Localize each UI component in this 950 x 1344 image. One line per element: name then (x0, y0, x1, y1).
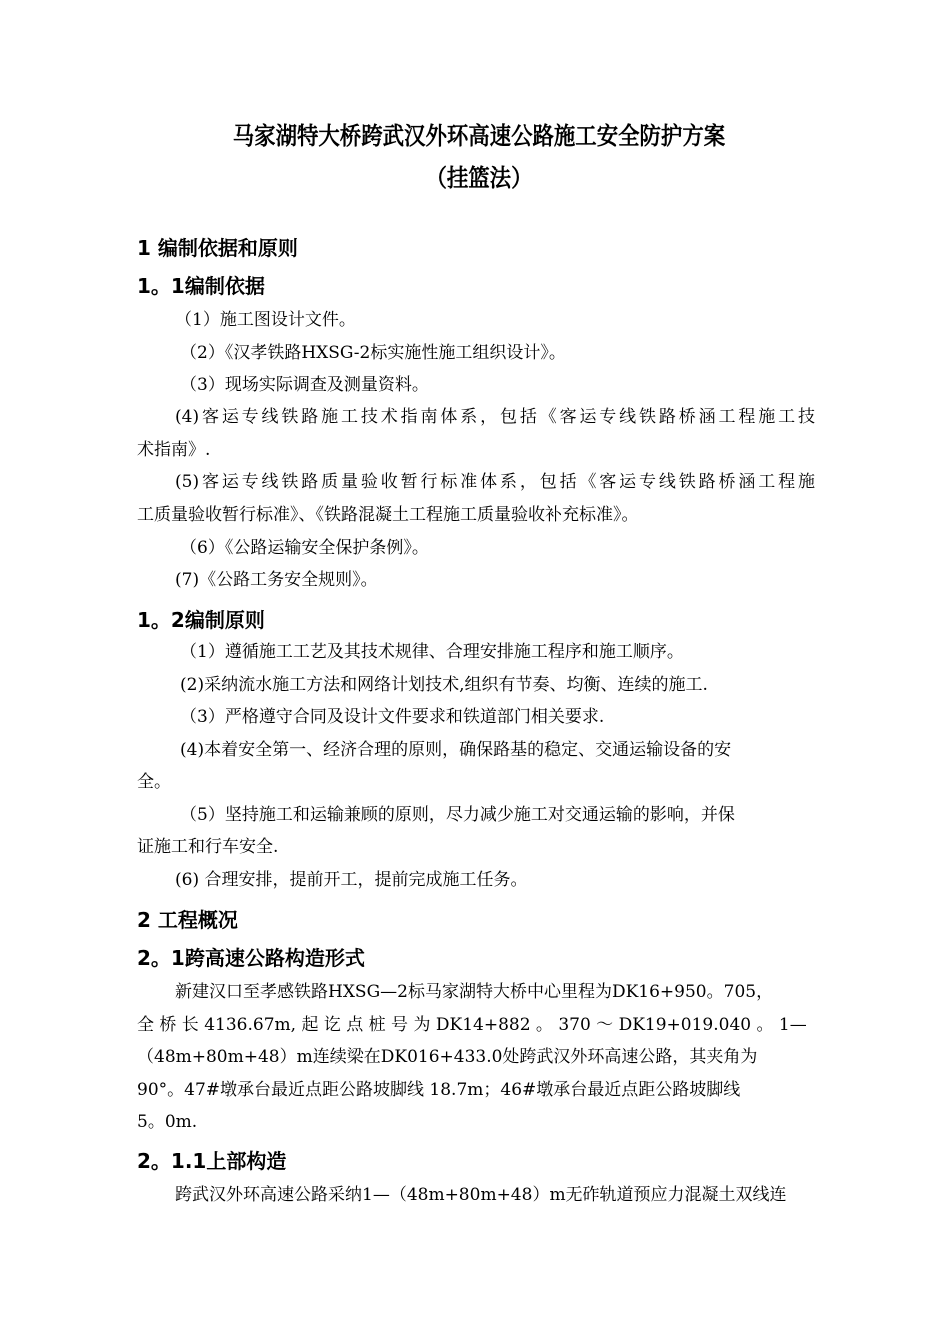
subsection-heading-2-1: 2。1跨高速公路构造形式 (137, 946, 365, 970)
list-item: （2）《汉孝铁路HXSG-2标实施性施工组织设计》。 (180, 343, 566, 363)
list-item: (7)《公路工务安全规则》。 (175, 570, 378, 590)
list-item: （1）遵循施工工艺及其技术规律、合理安排施工程序和施工顺序。 (180, 642, 684, 662)
section-heading-1: 1 编制依据和原则 (137, 236, 298, 260)
document-title: 马家湖特大桥跨武汉外环高速公路施工安全防护方案 (232, 122, 726, 150)
subsection-heading-1-2: 1。2编制原则 (137, 608, 265, 632)
list-item-line: (4)客运专线铁路施工技术指南体系，包括《客运专线铁路桥涵工程施工技 (175, 407, 815, 427)
list-item: （5）坚持施工和运输兼顾的原则，尽力减少施工对交通运输的影响，并保 (180, 805, 735, 825)
list-item-continuation: 证施工和行车安全. (137, 837, 279, 857)
paragraph-line: 全 桥 长 4136.67m, 起 讫 点 桩 号 为 DK14+882 。 370 ～ DK19+019.040 。 1— (137, 1015, 807, 1035)
list-item-line: (5)客运专线铁路质量验收暂行标准体系，包括《客运专线铁路桥涵工程施 (175, 472, 815, 492)
list-item (137, 407, 815, 427)
list-item: (6) 合理安排，提前开工，提前完成施工任务。 (175, 870, 528, 890)
list-item: （3）严格遵守合同及设计文件要求和铁道部门相关要求. (180, 707, 605, 727)
list-item (137, 472, 815, 492)
paragraph-line: 新建汉口至孝感铁路HXSG—2标马家湖特大桥中心里程为DK16+950。705， (175, 982, 774, 1002)
list-item-continuation: 工质量验收暂行标准》、《铁路混凝土工程施工质量验收补充标准》。 (137, 505, 639, 525)
paragraph-line: 5。0m. (137, 1112, 198, 1132)
paragraph-line: （48m+80m+48）m连续梁在DK016+433.0处跨武汉外环高速公路，其夹角为 (137, 1047, 758, 1067)
subsection-heading-2-1-1: 2。1.1上部构造 (137, 1149, 287, 1173)
list-item: (2)采纳流水施工方法和网络计划技术,组织有节奏、均衡、连续的施工. (180, 675, 708, 695)
list-item-continuation: 术指南》. (137, 440, 211, 460)
paragraph-line: 跨武汉外环高速公路采纳1—（48m+80m+48）m无砟轨道预应力混凝土双线连 (175, 1185, 787, 1205)
document-subtitle: （挂篮法） (425, 164, 533, 192)
list-item: （3）现场实际调查及测量资料。 (180, 375, 429, 395)
subsection-heading-1-1: 1。1编制依据 (137, 274, 265, 298)
list-item-continuation: 全。 (137, 772, 171, 792)
list-item: （6）《公路运输安全保护条例》。 (180, 538, 429, 558)
list-item: (4)本着安全第一、经济合理的原则，确保路基的稳定、交通运输设备的安 (180, 740, 732, 760)
paragraph-line: 90°。47#墩承台最近点距公路坡脚线 18.7m；46#墩承台最近点距公路坡脚线 (137, 1080, 741, 1100)
section-heading-2: 2 工程概况 (137, 908, 238, 932)
list-item: （1）施工图设计文件。 (175, 310, 356, 330)
